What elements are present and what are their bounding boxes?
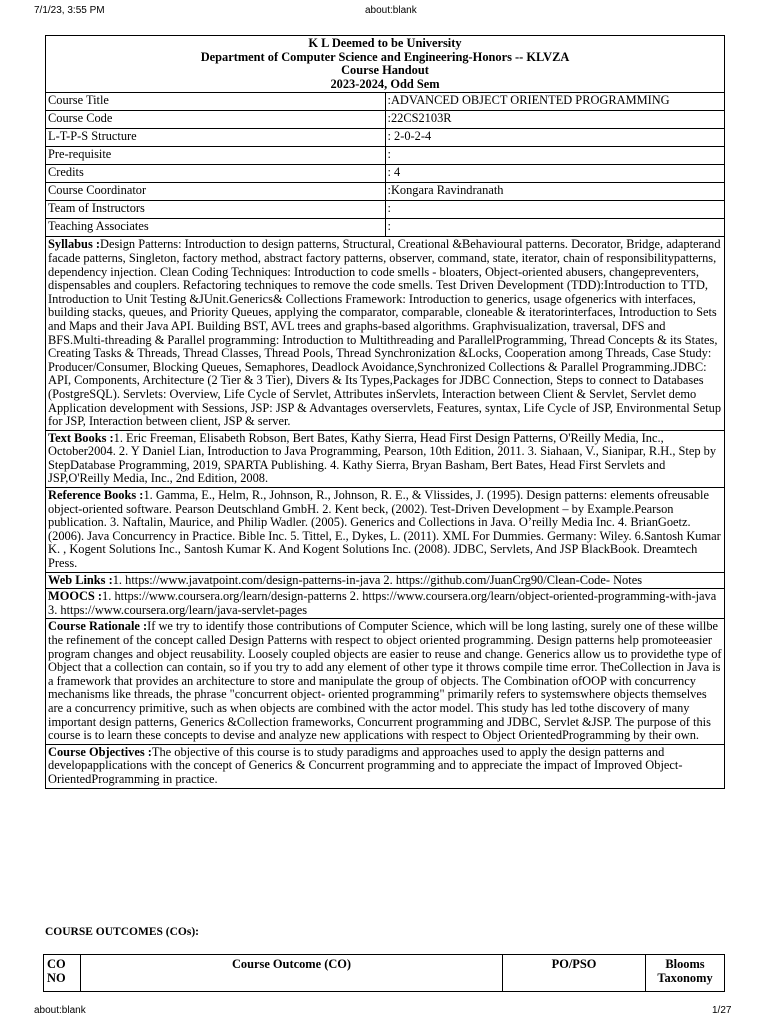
document-title: Course Handout <box>341 63 429 78</box>
info-row-course-title <box>46 93 725 111</box>
section-text: 1. Gamma, E., Helm, R., Johnson, R., Johnson, R. E., & Vlissides, J. (1995). Design patterns: elements ofreusable object-oriented software. Pearson Deutschland GmbH. 2. Kent beck, (2002). Test-Driven Development – by Example.Pearson publication. 3. Naftalin, Maurice, and Philip Wadler. (2005). Generics and Collections in Java. O’reilly Media Inc. 4. BrianGoetz. (2006). Java Concurrency in Practice. Bible Inc. 5. Tittel, E., Dykes, L. (2011). XML For Dummies. Germany: Wiley. 6.Santosh Kumar K. , Kogent Solutions Inc., Santosh Kumar K. And Kogent Solutions Inc. (2008). JDBC, Servlets, And JSP BlackBook. Dreamtech Press. <box>48 488 721 571</box>
info-row-instructors <box>46 201 725 219</box>
info-row-prerequisite <box>46 147 725 165</box>
section-label: Web Links : <box>48 572 113 587</box>
section-label: Syllabus : <box>48 237 100 252</box>
info-label: Teaching Associates <box>46 219 386 237</box>
co-no-header: CO NO <box>44 955 81 992</box>
co-po-pso-header: PO/PSO <box>503 955 646 992</box>
section-label: Text Books : <box>48 430 114 445</box>
info-row-course-code <box>46 111 725 129</box>
print-page-title: about:blank <box>365 5 417 16</box>
syllabus-section <box>46 237 725 430</box>
academic-term: 2023-2024, Odd Sem <box>330 76 440 91</box>
section-label: Course Objectives : <box>48 744 152 759</box>
info-value: :22CS2103R <box>385 111 725 129</box>
info-label: L-T-P-S Structure <box>46 129 386 147</box>
info-label: Course Coordinator <box>46 183 386 201</box>
section-text: If we try to identify those contributions of Computer Science, which will be long lasting, surely one of these willbe the refinement of the concept called Design Patterns with respect to object oriented programming. Design patterns help promoteeasier program changes and object reusability. Loosely coupled objects are easier to reuse and change. Generics allow us to providethe type of Object that a collection can contain, so if you try to add any element of other type it throws compile time error. TheCollection in Java is a framework that provides an architecture to store and manipulate the group of objects. The Combination ofOOP with concurrency mechanisms like threads, the phrase "concurrent object- oriented programming" primarily refers to systemswhere objects themselves are a concurrency primitive, such as when objects are combined with the actor model. This study has led tothe discovery of many important design patterns, Generics &Collection frameworks, Concurrent programming and JDBC, Servlet &JSP. The purpose of this course is to learn these concepts to devise and analyze new applications with respect to Object OrientedProgramming by their own. <box>48 619 722 743</box>
info-label: Course Title <box>46 93 386 111</box>
course-objectives-section <box>46 744 725 788</box>
course-rationale-section <box>46 619 725 744</box>
course-outcomes-title: COURSE OUTCOMES (COs): <box>45 926 199 938</box>
info-label: Credits <box>46 165 386 183</box>
web-links-text: 1. https://www.javatpoint.com/design-patterns-in-java 2. https://github.com/JuanCrg90/Clean-Code- Notes <box>112 572 643 587</box>
print-page-number: 1/27 <box>712 1005 732 1016</box>
info-row-teaching-associates <box>46 219 725 237</box>
info-value: : <box>385 219 725 237</box>
moocs-text: 1. https://www.coursera.org/learn/design-patterns 2. https://www.coursera.org/learn/object-oriented-programming-with-java 3. https://www.coursera.org/learn/java-servlet-pages <box>48 589 717 617</box>
browser-print-footer <box>0 1000 768 1020</box>
moocs-section <box>46 589 725 619</box>
course-handout <box>45 35 725 789</box>
info-label: Team of Instructors <box>46 201 386 219</box>
browser-print-header <box>0 0 768 20</box>
section-label: Reference Books : <box>48 488 144 503</box>
reference-books-section <box>46 488 725 573</box>
info-row-ltps <box>46 129 725 147</box>
co-header-row <box>44 955 725 992</box>
print-url: about:blank <box>34 1005 86 1016</box>
info-label: Pre-requisite <box>46 147 386 165</box>
info-value: :Kongara Ravindranath <box>385 183 725 201</box>
section-text: Design Patterns: Introduction to design patterns, Structural, Creational &Behavioural patterns. Decorator, Bridge, adapterand facade patterns, Singleton, factory method, abstract factory patterns, observer, command, state, iterator, chain of responsibilitypatterns, dependency injection. Clean Coding Techniques: Introduction to code smells - bloaters, Object-oriented abusers, changepreventers, dispensables and couplers. Refactoring techniques to remove the code smells. Test Driven Development (TDD):Introduction to TTD, Introduction to Unit Testing &JUnit.Generics& Collections Framework: Introduction to generics, usage ofgenerics with interfaces, building stacks, queues, and Priority Queues, applying the comparator, comparable, cloneable & iteratorinterfaces, Introduction to Sets and Maps and their Java API. Building BST, AVL trees and graphs-based algorithms. Graphvisualization, traversal, DFS and BFS.Multi-threading & Parallel programming: Introduction to Multithreading and ParallelProgramming, Thread Concepts & its States, Creating Tasks & Threads, Thread Classes, Thread Pools, Thread Synchronization &Locks, Cooperation among Threads, Case Study: Producer/Consumer, Blocking Queues, Semaphores, Deadlock Avoidance,Synchronized Collections & Parallel Programming.JDBC: API, Components, Architecture (2 Tier & 3 Tier), Divers & Its Types,Packages for JDBC Connection, Steps to connect to Databases (PostgreSQL). Servlets: Overview, Life Cycle of Servlet, Attributes inServlets, Interaction between Client & Servlet, Servlet demo Application development with Sessions, JSP: JSP & Advantages overservlets, Features, syntax, Life Cycle of JSP, Environmental Setup for JSP, Interaction between client, JSP & server. <box>48 237 722 429</box>
course-outcomes-table <box>43 954 725 992</box>
info-value: :ADVANCED OBJECT ORIENTED PROGRAMMING <box>385 93 725 111</box>
info-value: : <box>385 147 725 165</box>
print-datetime: 7/1/23, 3:55 PM <box>34 5 105 16</box>
info-row-coordinator <box>46 183 725 201</box>
co-outcome-header: Course Outcome (CO) <box>81 955 503 992</box>
text-books-section <box>46 430 725 487</box>
handout-table <box>45 35 725 789</box>
co-blooms-header: Blooms Taxonomy <box>646 955 725 992</box>
university-name: K L Deemed to be University <box>308 36 462 50</box>
department-name: Department of Computer Science and Engineering-Honors -- KLVZA <box>200 49 570 64</box>
web-links-section <box>46 572 725 589</box>
section-text: 1. Eric Freeman, Elisabeth Robson, Bert Bates, Kathy Sierra, Head First Design Patterns, O'Reilly Media, Inc., October2004. 2. Y Daniel Lian, Introduction to Java Programming, Pearson, 10th Edition, 2011. 3. Siahaan, V., Sianipar, R.H., Step by StepDatabase Programming, 2019, SPARTA Publishing. 4. Kathy Sierra, Bryan Basham, Bert Bates, Head First Servlets and JSP,O'Reilly Media, Inc., 2nd Edition, 2008. <box>48 430 717 486</box>
section-text: The objective of this course is to study paradigms and approaches used to apply the design patterns and developapplications with the concept of Generics & Concurrent programming and to appreciate the impact of Improved Object-OrientedProgramming in practice. <box>48 744 683 786</box>
info-row-credits <box>46 165 725 183</box>
info-value: : <box>385 201 725 219</box>
section-label: MOOCS : <box>48 589 103 604</box>
handout-heading <box>46 36 725 93</box>
info-label: Course Code <box>46 111 386 129</box>
info-value: : 4 <box>385 165 725 183</box>
info-value: : 2-0-2-4 <box>385 129 725 147</box>
section-label: Course Rationale : <box>48 619 148 634</box>
